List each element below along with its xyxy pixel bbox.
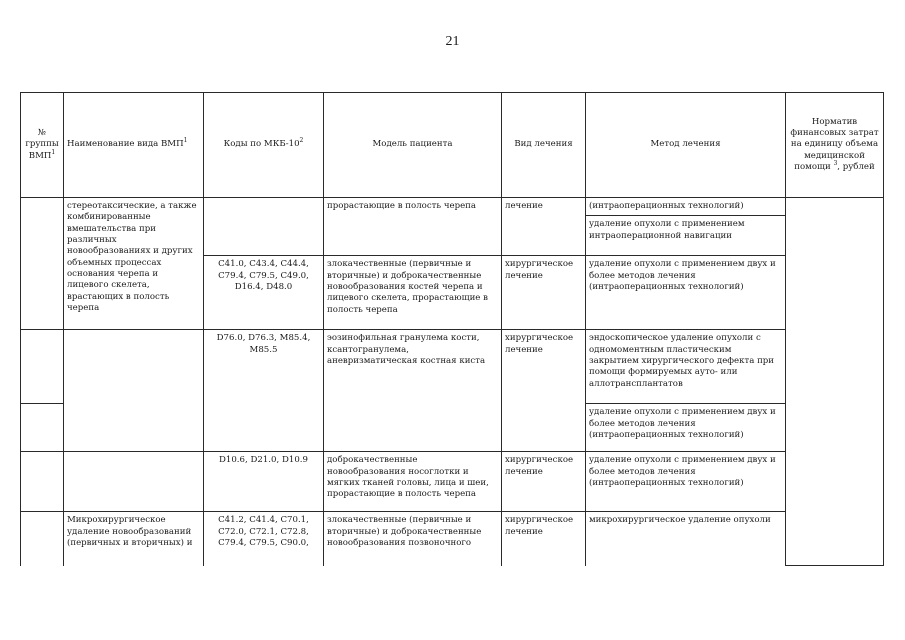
group-no-cell xyxy=(21,198,64,330)
vmp-name-cell: стереотаксические, а также комбинированные вмешательства при различных новообразованиях и других объемных процессах основания черепа и лицевого скелета, врастающих в полость черепа xyxy=(64,198,204,330)
icd-codes-cell xyxy=(204,198,324,256)
table-row xyxy=(21,330,884,404)
vmp-name-cell: Микрохирургическое удаление новообразований (первичных и вторичных) и xyxy=(64,512,204,566)
group-no-cell xyxy=(21,404,64,452)
header-vmp-name: Наименование вида ВМП$^1$ xyxy=(64,93,204,198)
header-treatment-method: Метод лечения xyxy=(586,93,786,198)
vmp-table xyxy=(20,92,884,566)
treatment-method-cell: удаление опухоли с применением двух и более методов лечения (интраоперационных технологий) xyxy=(586,452,786,512)
treatment-type-cell: хирургическое лечение xyxy=(502,512,586,566)
treatment-method-cell: эндоскопическое удаление опухоли с одномоментным пластическим закрытием хирургического дефекта при помощи формируемых ауто- или аллотрансплантатов xyxy=(586,330,786,404)
treatment-method-cell: удаление опухоли с применением двух и более методов лечения (интраоперационных технологий) xyxy=(586,256,786,330)
treatment-type-cell: хирургическое лечение xyxy=(502,452,586,512)
table-row xyxy=(21,452,884,512)
icd-codes-cell: C41.2, C41.4, C70.1, C72.0, C72.1, C72.8, C79.4, C79.5, C90.0, xyxy=(204,512,324,566)
icd-codes-cell: D10.6, D21.0, D10.9 xyxy=(204,452,324,512)
table-header-row xyxy=(21,93,884,198)
patient-model-cell: злокачественные (первичные и вторичные) и доброкачественные новообразования позвоночного xyxy=(324,512,502,566)
header-patient-model: Модель пациента xyxy=(324,93,502,198)
page-number: 21 xyxy=(445,34,460,49)
header-norm: Норматив финансовых затрат на единицу объема медицинской помощи $^3$, рублей xyxy=(786,93,884,198)
patient-model-cell: прорастающие в полость черепа xyxy=(324,198,502,256)
vmp-name-cell xyxy=(64,330,204,452)
group-no-cell xyxy=(21,330,64,404)
patient-model-cell: доброкачественные новообразования носоглотки и мягких тканей головы, лица и шеи, прорастающие в полость черепа xyxy=(324,452,502,512)
table-row xyxy=(21,512,884,566)
icd-codes-cell: C41.0, C43.4, C44.4, C79.4, C79.5, C49.0, D16.4, D48.0 xyxy=(204,256,324,330)
group-no-cell xyxy=(21,512,64,566)
header-icd-codes: Коды по МКБ-$10^2$ xyxy=(204,93,324,198)
norm-cell xyxy=(786,198,884,566)
vmp-name-cell xyxy=(64,452,204,512)
treatment-method-cell: микрохирургическое удаление опухоли xyxy=(586,512,786,566)
header-group-no: № группы ВМП$^1$ xyxy=(21,93,64,198)
treatment-method-cell: удаление опухоли с применением двух и более методов лечения (интраоперационных технологий) xyxy=(586,404,786,452)
treatment-method-cell: (интраоперационных технологий) xyxy=(586,198,786,216)
treatment-type-cell: хирургическое лечение xyxy=(502,256,586,330)
header-treatment-type: Вид лечения xyxy=(502,93,586,198)
patient-model-cell: злокачественные (первичные и вторичные) и доброкачественные новообразования костей черепа и лицевого скелета, прорастающие в полость черепа xyxy=(324,256,502,330)
icd-codes-cell: D76.0, D76.3, M85.4, M85.5 xyxy=(204,330,324,452)
treatment-type-cell: хирургическое лечение xyxy=(502,330,586,452)
patient-model-cell: эозинофильная гранулема кости, ксантогранулема, аневризматическая костная киста xyxy=(324,330,502,452)
table-row xyxy=(21,198,884,216)
group-no-cell xyxy=(21,452,64,512)
treatment-method-cell: удаление опухоли с применением интраоперационной навигации xyxy=(586,216,786,256)
treatment-type-cell: лечение xyxy=(502,198,586,256)
